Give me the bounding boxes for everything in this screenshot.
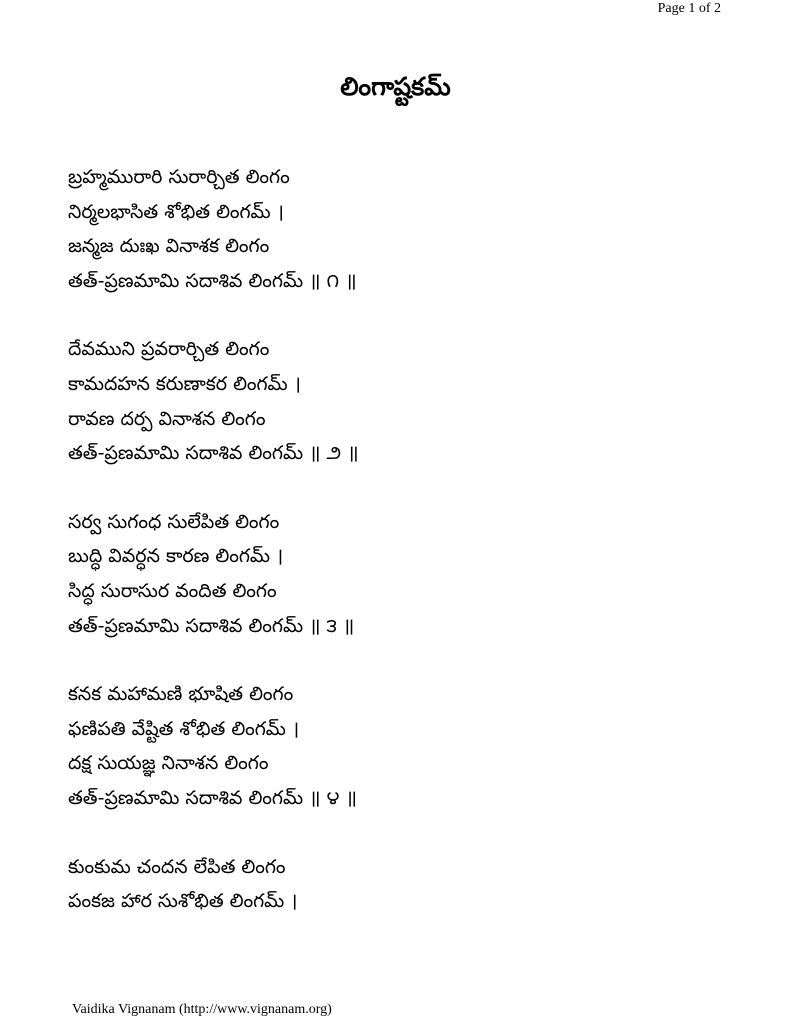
verse-line: దక్ష సుయజ్ఞ నినాశన లింగం xyxy=(68,752,269,775)
verse-line: తత్-ప్రణమామి సదాశివ లింగమ్ ॥ ౪ ॥ xyxy=(68,786,357,809)
verse-line: రావణ దర్ప వినాశన లింగం xyxy=(68,407,266,430)
verse-line: బుద్ధి వివర్ధన కారణ లింగమ్ । xyxy=(68,545,284,568)
verse-line: ఫణిపతి వేష్టిత శోభిత లింగమ్ । xyxy=(68,717,300,740)
verse-line: సర్వ సుగంధ సులేపిత లింగం xyxy=(68,510,280,533)
verse-line: జన్మజ దుఃఖ వినాశక లింగం xyxy=(68,235,270,258)
footer-source: Vaidika Vignanam (http://www.vignanam.org) xyxy=(72,1002,332,1017)
verse-line: కుంకుమ చందన లేపిత లింగం xyxy=(68,855,286,878)
stanza-2 xyxy=(68,332,708,470)
verse-line: నిర్మలభాసిత శోభిత లింగమ్ । xyxy=(68,200,284,223)
verse-line: తత్-ప్రణమామి సదాశివ లింగమ్ ॥ ౧ ॥ xyxy=(68,269,357,292)
verse-line: తత్-ప్రణమామి సదాశివ లింగమ్ ॥ ౨ ॥ xyxy=(68,442,359,465)
stanza-5 xyxy=(68,850,708,919)
verse-line: దేవముని ప్రవరార్చిత లింగం xyxy=(68,338,270,361)
verse-line: తత్-ప్రణమామి సదాశివ లింగమ్ ॥ ౩ ॥ xyxy=(68,614,355,637)
stanza-3 xyxy=(68,505,708,643)
document-title: లింగాష్టకమ్ xyxy=(340,72,451,101)
page-number: Page 1 of 2 xyxy=(657,1,721,16)
verse-body xyxy=(68,160,708,953)
verse-line: బ్రహ్మమురారి సురార్చిత లింగం xyxy=(68,166,290,188)
verse-line: పంకజ హార సుశోభిత లింగమ్ । xyxy=(68,890,298,913)
verse-line: కనక మహామణి భూషిత లింగం xyxy=(68,683,294,706)
stanza-1 xyxy=(68,160,708,298)
verse-line: కామదహన కరుణాకర లింగమ్ । xyxy=(68,372,301,395)
stanza-4 xyxy=(68,677,708,815)
verse-line: సిద్ధ సురాసుర వందిత లింగం xyxy=(68,579,277,602)
